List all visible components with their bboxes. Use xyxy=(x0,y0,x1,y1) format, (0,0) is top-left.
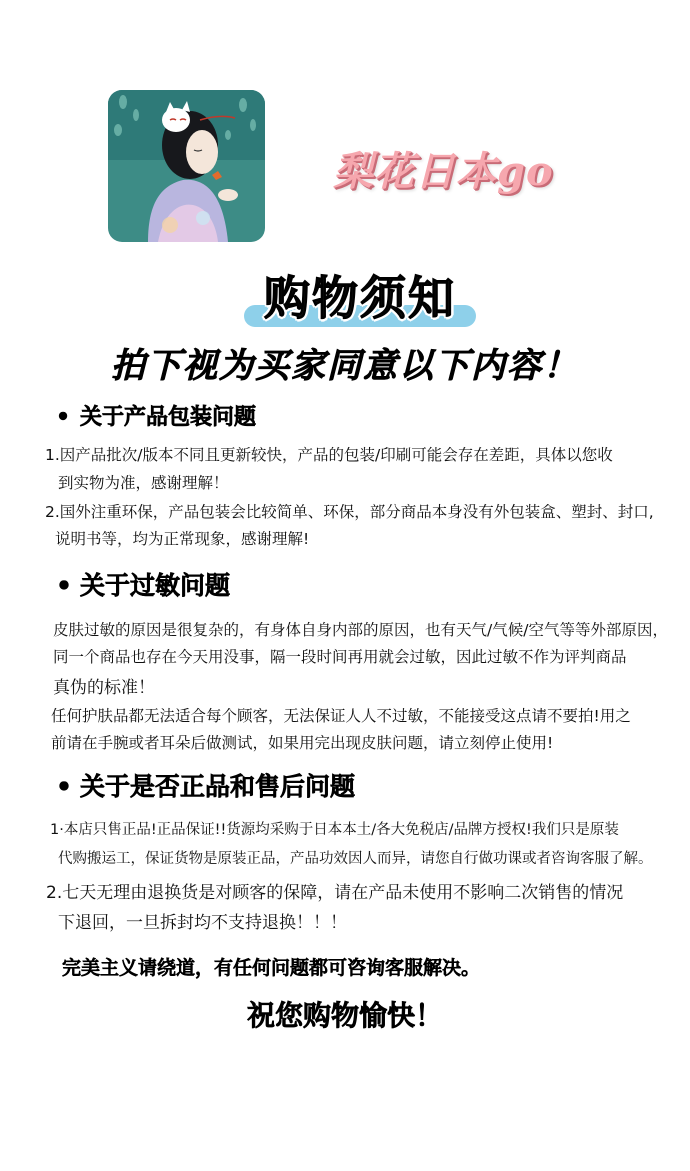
section-heading-packaging xyxy=(56,400,256,431)
section-heading-text: 关于过敏问题 xyxy=(80,571,231,600)
page-title-block xyxy=(244,262,476,330)
section-heading-allergy xyxy=(56,566,230,602)
section-heading-text: 关于是否正品和售后问题 xyxy=(80,772,356,801)
packaging-line-2: 到实物为准，感谢理解！ xyxy=(58,474,229,492)
bullet-icon: • xyxy=(56,772,72,801)
brand-logo-text: 梨花日本go xyxy=(333,148,554,195)
closing-note: 完美主义请绕道，有任何问题都可咨询客服解决。 xyxy=(62,957,481,979)
page-title: 购物须知 xyxy=(264,271,456,325)
allergy-line-2: 同一个商品也存在今天用没事，隔一段时间再用就会过敏，因此过敏不作为评判商品 xyxy=(53,648,627,666)
allergy-line-3: 真伪的标准！ xyxy=(53,678,155,698)
avatar-illustration xyxy=(108,90,265,242)
girl-with-fox-mask-illustration xyxy=(108,90,265,242)
authenticity-line-4: 下退回，一旦拆封均不支持退换！！！ xyxy=(58,913,347,933)
page-subtitle: 拍下视为买家同意以下内容！ xyxy=(111,346,579,386)
allergy-line-5: 前请在手腕或者耳朵后做测试，如果用完出现皮肤问题，请立刻停止使用! xyxy=(51,734,554,752)
section-heading-authenticity xyxy=(56,767,355,803)
bullet-icon: • xyxy=(56,571,72,600)
shopping-wish: 祝您购物愉快！ xyxy=(246,999,443,1032)
allergy-line-4: 任何护肤品都无法适合每个顾客，无法保证人人不过敏，不能接受这点请不要拍!用之 xyxy=(51,707,631,725)
authenticity-line-2: 代购搬运工，保证货物是原装正品，产品功效因人而异，请您自行做功课或者咨询客服了解。 xyxy=(58,851,653,867)
section-heading-text: 关于产品包装问题 xyxy=(80,405,257,430)
authenticity-line-1: 1·本店只售正品!正品保证!!货源均采购于日本本土/各大免税店/品牌方授权!我们只是原装 xyxy=(50,822,619,838)
authenticity-line-3: 2.七天无理由退换货是对顾客的保障，请在产品未使用不影响二次销售的情况 xyxy=(46,883,624,903)
packaging-line-3: 2.国外注重环保，产品包装会比较简单、环保，部分商品本身没有外包装盒、塑封、封口, xyxy=(45,503,654,521)
packaging-line-4: 说明书等，均为正常现象，感谢理解! xyxy=(55,530,310,548)
packaging-line-1: 1.因产品批次/版本不同且更新较快，产品的包装/印刷可能会存在差距，具体以您收 xyxy=(45,446,613,464)
allergy-line-1: 皮肤过敏的原因是很复杂的，有身体自身内部的原因，也有天气/气候/空气等等外部原因， xyxy=(53,621,668,639)
bullet-icon: • xyxy=(56,405,71,430)
